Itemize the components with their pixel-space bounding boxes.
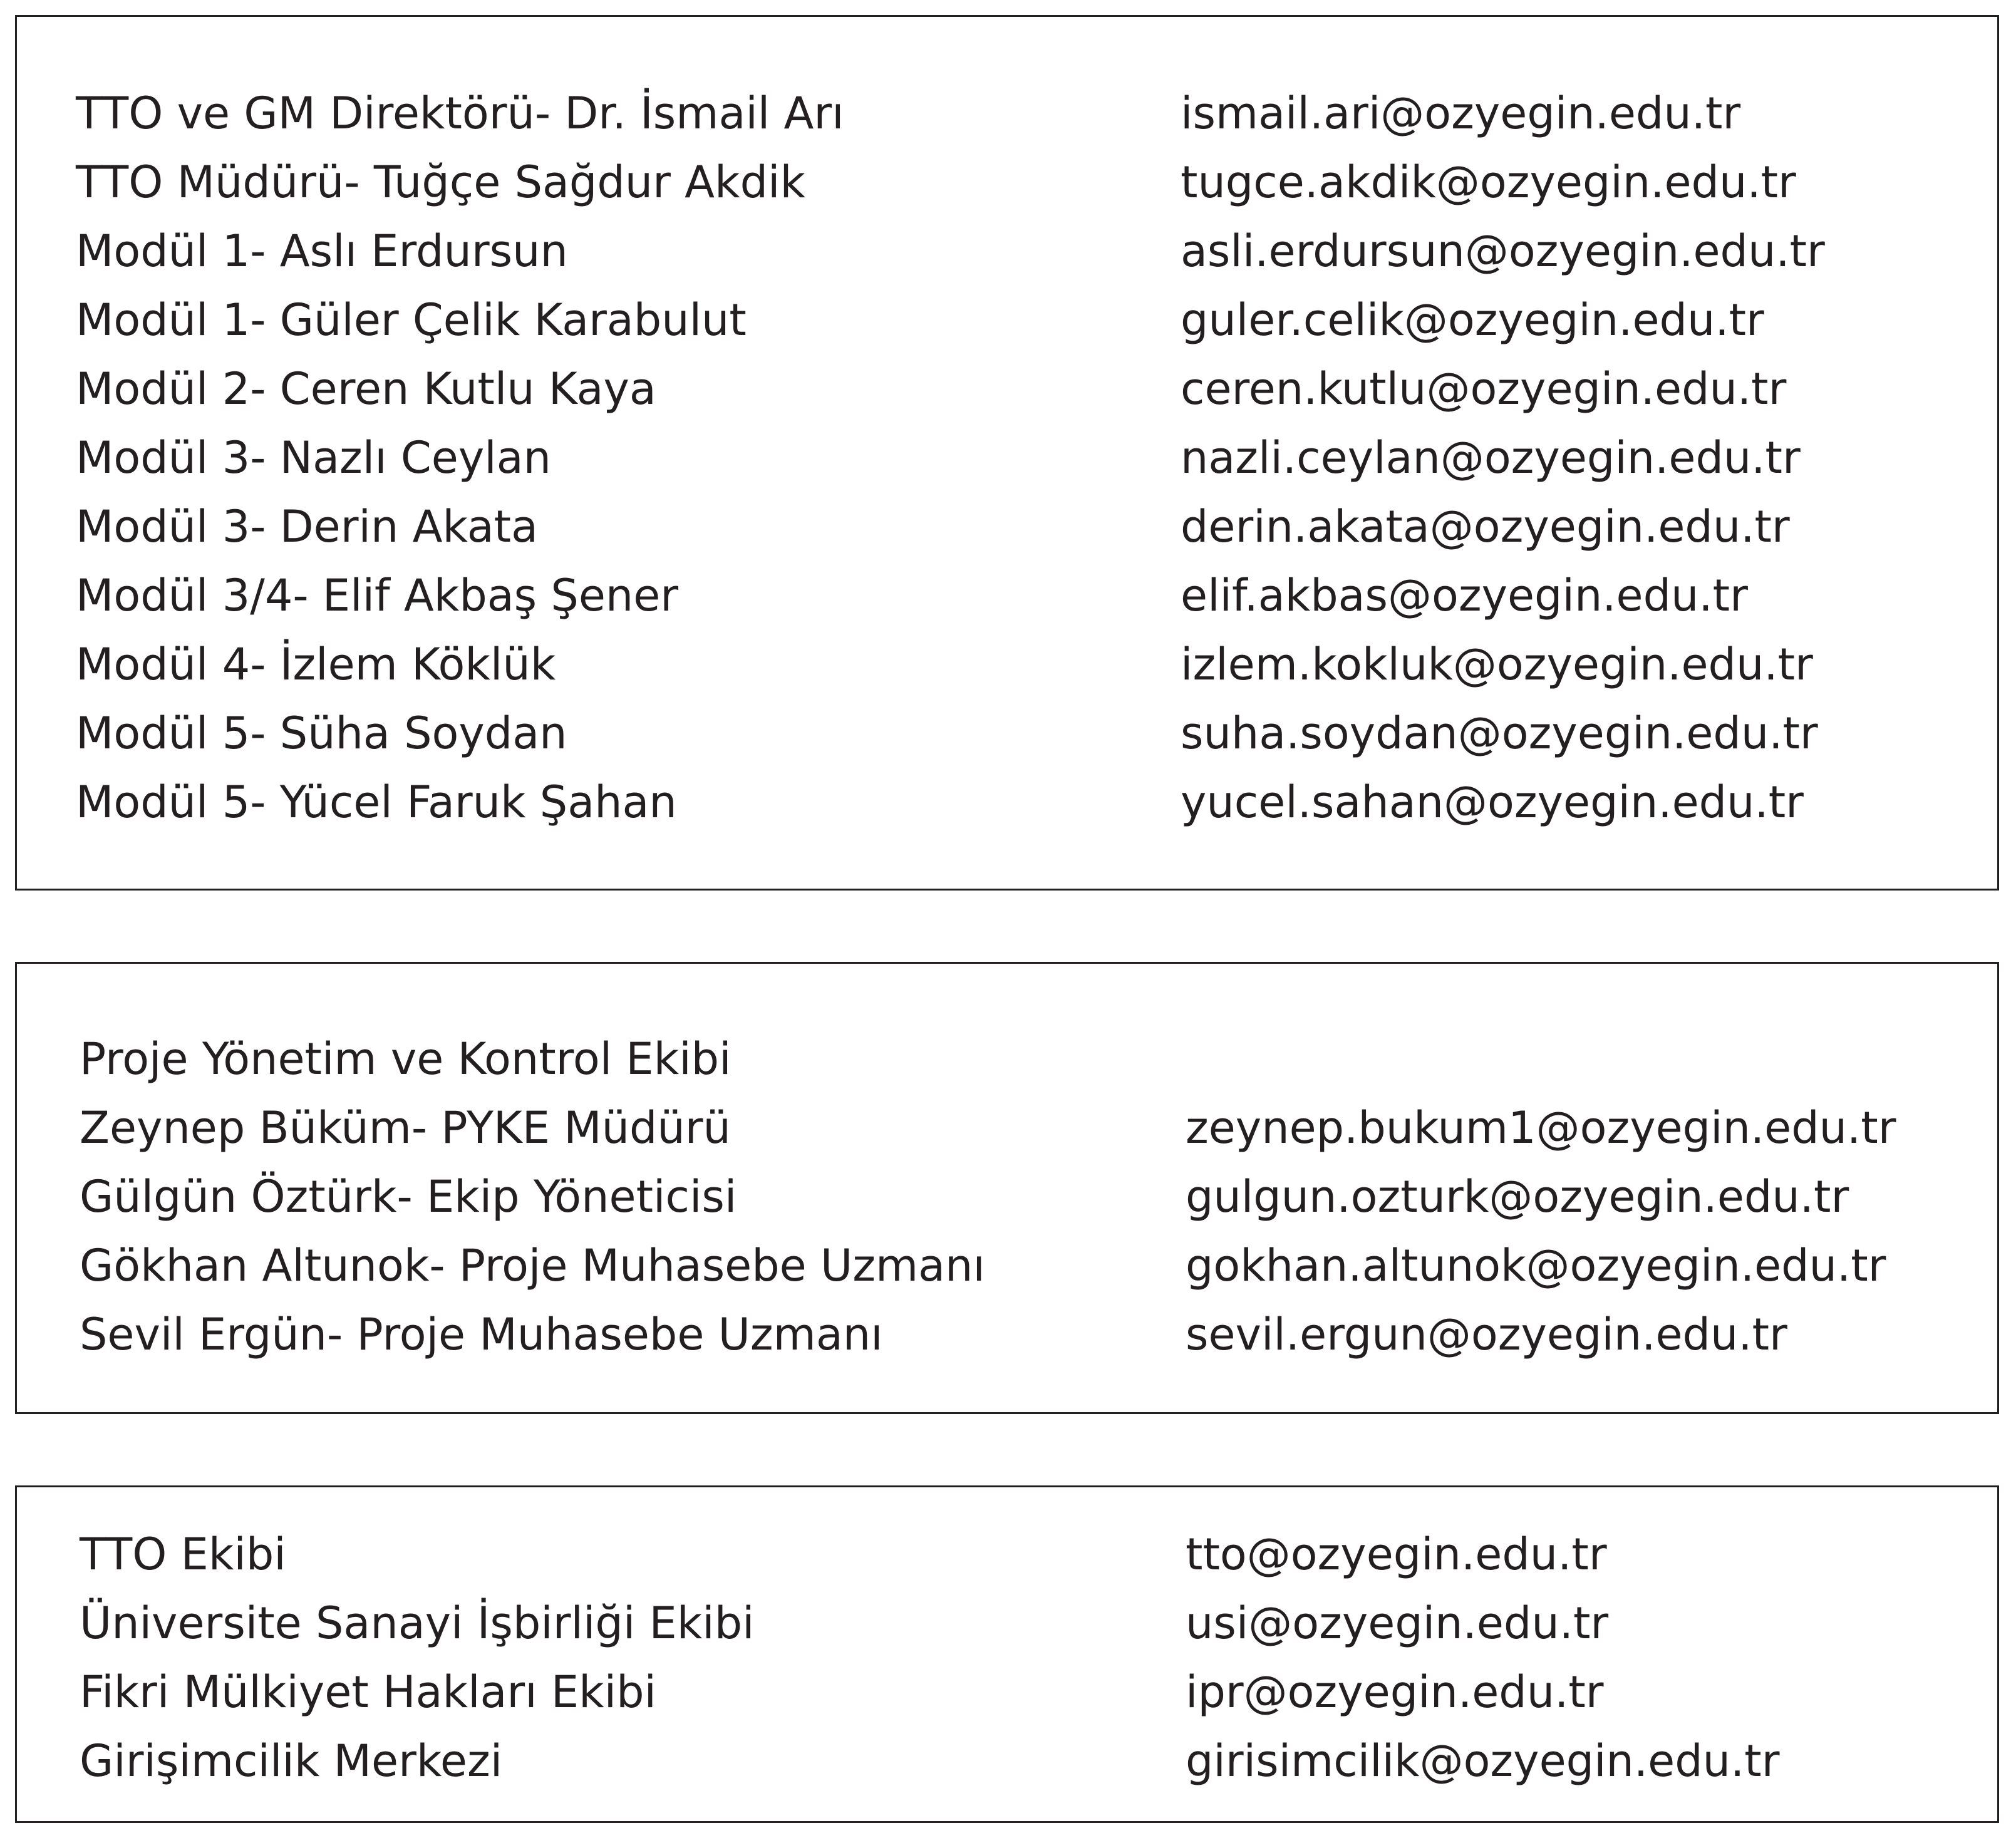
contact-row	[17, 1093, 1997, 1162]
contact-email: usi@ozyegin.edu.tr	[1186, 1598, 1609, 1649]
contact-row	[17, 768, 1997, 837]
contact-row	[17, 1162, 1997, 1231]
section-heading-row	[17, 1025, 1997, 1093]
contact-email: gulgun.ozturk@ozyegin.edu.tr	[1186, 1171, 1849, 1222]
contact-email: izlem.kokluk@ozyegin.edu.tr	[1181, 639, 1813, 690]
contact-name: Modül 3/4- Elif Akbaş Şener	[76, 570, 679, 621]
contact-name: Modül 2- Ceren Kutlu Kaya	[76, 363, 656, 415]
contact-email: nazli.ceylan@ozyegin.edu.tr	[1181, 432, 1801, 483]
section-heading: Proje Yönetim ve Kontrol Ekibi	[80, 1033, 731, 1085]
contact-row	[17, 1589, 1997, 1658]
contact-email: suha.soydan@ozyegin.edu.tr	[1181, 708, 1818, 759]
contact-email: yucel.sahan@ozyegin.edu.tr	[1181, 777, 1804, 828]
contact-row	[17, 1727, 1997, 1795]
contact-email: zeynep.bukum1@ozyegin.edu.tr	[1186, 1102, 1896, 1154]
contact-email: asli.erdursun@ozyegin.edu.tr	[1181, 225, 1825, 277]
contact-row	[17, 79, 1997, 148]
contact-name: Modül 5- Yücel Faruk Şahan	[76, 777, 677, 828]
contact-row	[17, 1231, 1997, 1300]
contact-email: guler.celik@ozyegin.edu.tr	[1181, 294, 1764, 346]
contact-email: sevil.ergun@ozyegin.edu.tr	[1186, 1309, 1787, 1360]
contact-box-tto-teams	[15, 1485, 1999, 1823]
contact-row	[17, 1520, 1997, 1589]
contact-name: TTO Ekibi	[80, 1529, 286, 1580]
contact-email: ipr@ozyegin.edu.tr	[1186, 1666, 1604, 1718]
contact-name: Gülgün Öztürk- Ekip Yöneticisi	[80, 1171, 737, 1222]
contact-row	[17, 630, 1997, 699]
contact-row	[17, 217, 1997, 286]
contact-row	[17, 492, 1997, 561]
contact-box-leadership	[15, 15, 1999, 891]
contact-row	[17, 423, 1997, 492]
contact-name: TTO ve GM Direktörü- Dr. İsmail Arı	[76, 88, 844, 139]
contact-email: elif.akbas@ozyegin.edu.tr	[1181, 570, 1748, 621]
contact-name: Modül 1- Güler Çelik Karabulut	[76, 294, 747, 346]
contact-name: Modül 3- Derin Akata	[76, 501, 539, 552]
contact-email: gokhan.altunok@ozyegin.edu.tr	[1186, 1240, 1886, 1291]
contact-box-project-management	[15, 962, 1999, 1414]
contact-name: Modül 1- Aslı Erdursun	[76, 225, 568, 277]
contact-email: girisimcilik@ozyegin.edu.tr	[1186, 1735, 1780, 1787]
contact-name: Modül 4- İzlem Köklük	[76, 639, 556, 690]
contact-name: Üniversite Sanayi İşbirliği Ekibi	[80, 1598, 755, 1649]
contact-name: Fikri Mülkiyet Hakları Ekibi	[80, 1666, 657, 1718]
contact-row	[17, 1658, 1997, 1727]
contact-row	[17, 561, 1997, 630]
contact-name: Modül 5- Süha Soydan	[76, 708, 567, 759]
contact-name: Gökhan Altunok- Proje Muhasebe Uzmanı	[80, 1240, 985, 1291]
contact-row	[17, 1300, 1997, 1369]
contact-email: tugce.akdik@ozyegin.edu.tr	[1181, 157, 1796, 208]
contact-row	[17, 699, 1997, 768]
contact-name: TTO Müdürü- Tuğçe Sağdur Akdik	[76, 157, 806, 208]
contact-row	[17, 148, 1997, 217]
contact-name: Zeynep Büküm- PYKE Müdürü	[80, 1102, 731, 1154]
contact-email: ismail.ari@ozyegin.edu.tr	[1181, 88, 1741, 139]
contact-name: Girişimcilik Merkezi	[80, 1735, 503, 1787]
contact-email: derin.akata@ozyegin.edu.tr	[1181, 501, 1790, 552]
contact-email: ceren.kutlu@ozyegin.edu.tr	[1181, 363, 1787, 415]
contact-name: Modül 3- Nazlı Ceylan	[76, 432, 551, 483]
contact-email: tto@ozyegin.edu.tr	[1186, 1529, 1607, 1580]
contact-row	[17, 354, 1997, 423]
contact-name: Sevil Ergün- Proje Muhasebe Uzmanı	[80, 1309, 883, 1360]
contact-row	[17, 286, 1997, 354]
